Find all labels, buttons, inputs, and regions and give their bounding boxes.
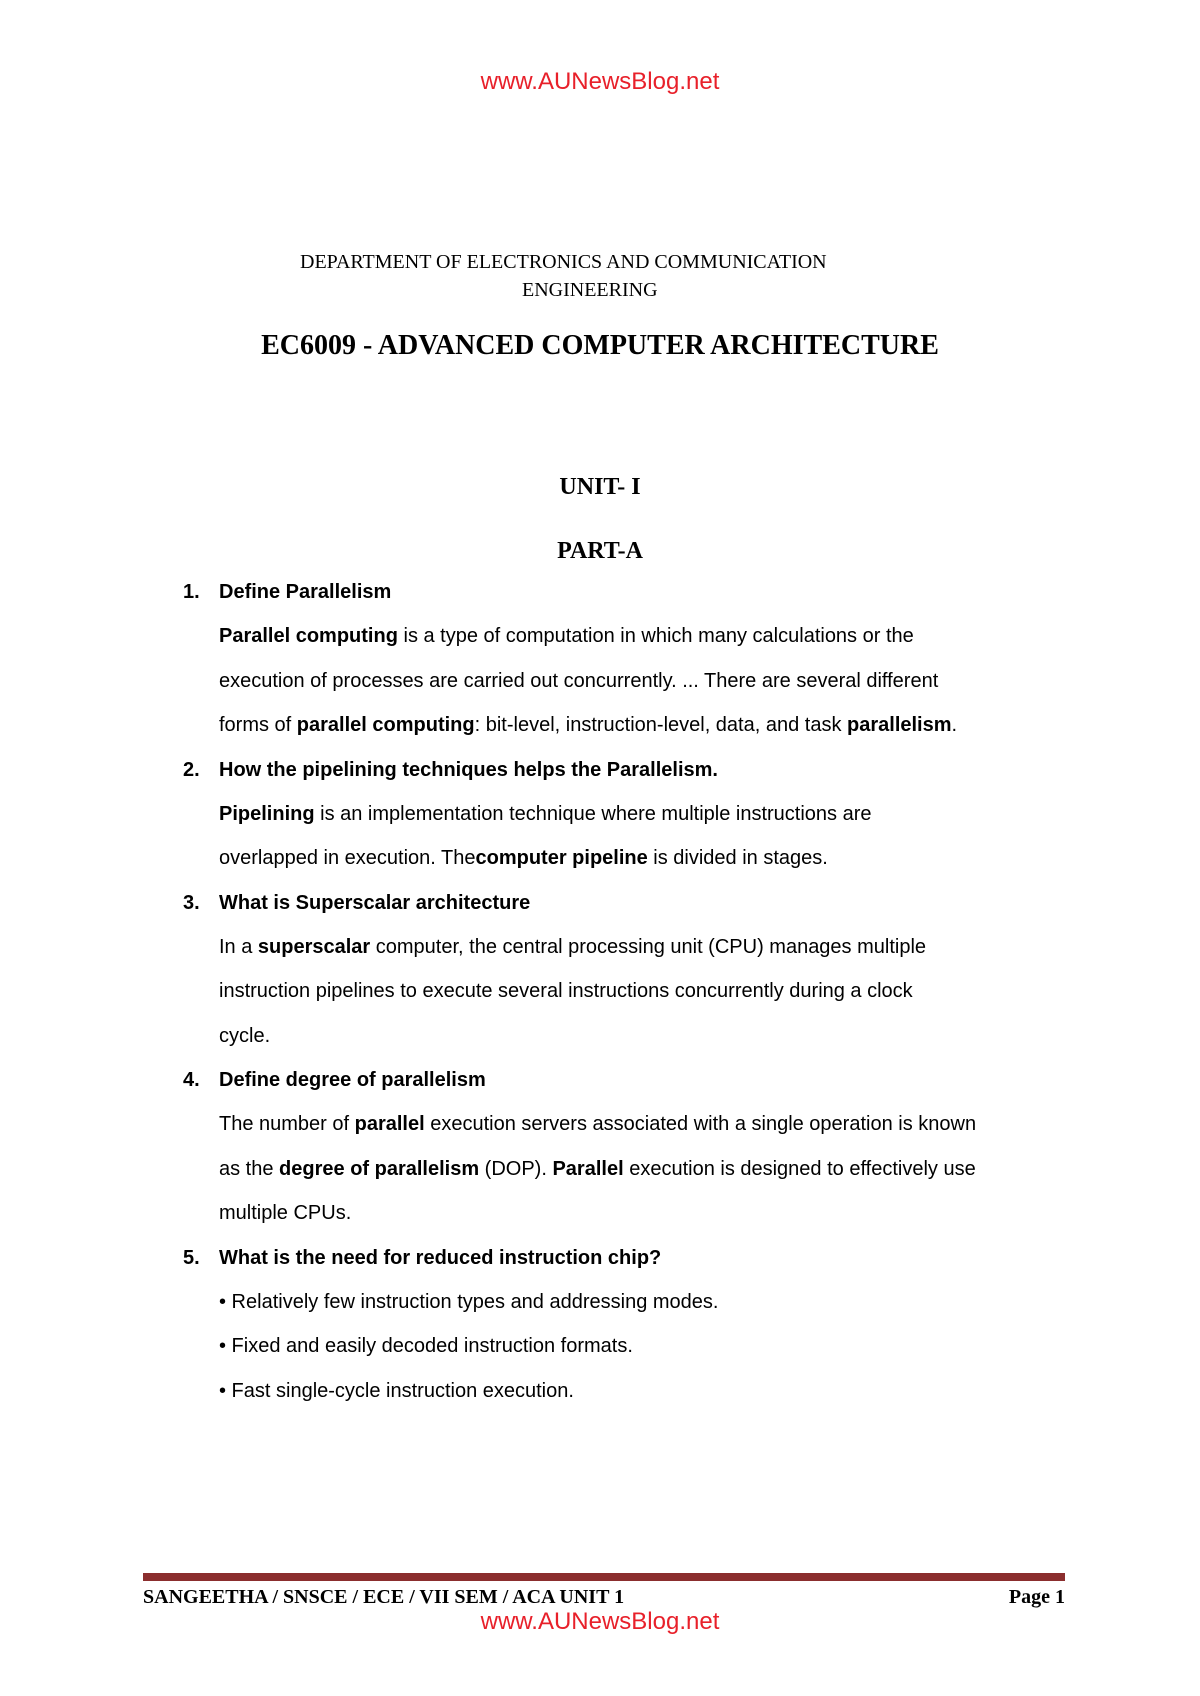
answer-segment: • Fast single-cycle instruction execution. bbox=[219, 1379, 574, 1402]
question-title: How the pipelining techniques helps the Parallelism. bbox=[219, 758, 718, 781]
answer-line bbox=[219, 659, 1063, 704]
answer-segment: cycle. bbox=[219, 1024, 271, 1047]
answer-segment: is a type of computation in which many calculations or the bbox=[397, 625, 914, 647]
question-number: 5. bbox=[183, 1246, 200, 1269]
answer-segment: : bit-level, instruction-level, data, and task bbox=[474, 714, 848, 736]
answer-segment: instruction pipelines to execute several instructions concurrently during a clock bbox=[219, 980, 913, 1002]
answer-line bbox=[219, 703, 1063, 748]
answer-text bbox=[183, 1102, 1063, 1236]
question-title: Define degree of parallelism bbox=[219, 1069, 486, 1091]
question-item bbox=[183, 748, 1063, 881]
answer-line bbox=[219, 925, 1063, 970]
department-heading bbox=[300, 248, 1000, 304]
answer-segment: is divided in stages. bbox=[647, 847, 828, 869]
page-number: Page 1 bbox=[1008, 1586, 1065, 1608]
question-list bbox=[183, 570, 1063, 1413]
department-line-1: DEPARTMENT OF ELECTRONICS AND COMMUNICATION bbox=[300, 251, 827, 273]
answer-segment: is an implementation technique where multiple instructions are bbox=[314, 802, 872, 825]
bold-term: Parallel computing bbox=[219, 625, 398, 647]
question-item bbox=[183, 1236, 1063, 1414]
question-heading bbox=[183, 1058, 1063, 1102]
question-item bbox=[183, 881, 1063, 1059]
question-heading bbox=[183, 748, 1063, 792]
answer-line bbox=[219, 969, 1063, 1014]
question-title: What is the need for reduced instruction chip? bbox=[219, 1246, 662, 1269]
answer-segment: computer, the central processing unit (CPU) manages multiple bbox=[370, 935, 927, 958]
answer-segment: The number of bbox=[219, 1113, 355, 1135]
watermark-top: www.AUNewsBlog.net bbox=[480, 68, 720, 95]
answer-segment: (DOP). bbox=[479, 1157, 553, 1180]
answer-segment: forms of bbox=[219, 714, 297, 736]
answer-line bbox=[219, 1280, 1063, 1325]
answer-line bbox=[219, 1324, 1063, 1369]
answer-segment: multiple CPUs. bbox=[219, 1202, 352, 1224]
bold-term: degree of parallelism bbox=[279, 1157, 480, 1180]
bold-term: computer pipeline bbox=[475, 847, 648, 869]
answer-segment: . bbox=[951, 714, 958, 736]
answer-line bbox=[219, 1147, 1063, 1192]
question-number: 3. bbox=[183, 891, 200, 914]
question-title: Define Parallelism bbox=[219, 581, 392, 603]
bold-term: parallelism bbox=[847, 714, 952, 736]
answer-line bbox=[219, 1369, 1063, 1414]
question-item bbox=[183, 570, 1063, 748]
answer-line bbox=[219, 1191, 1063, 1236]
page-footer bbox=[143, 1586, 1065, 1609]
answer-line bbox=[219, 614, 1063, 659]
question-item bbox=[183, 1058, 1063, 1236]
answer-line bbox=[219, 792, 1063, 837]
answer-segment: execution of processes are carried out concurrently. ... There are several different bbox=[219, 669, 939, 692]
answer-text bbox=[183, 792, 1063, 881]
answer-text bbox=[183, 1280, 1063, 1414]
answer-line bbox=[219, 1014, 1063, 1059]
department-line-2: ENGINEERING bbox=[522, 279, 658, 301]
course-title: EC6009 - ADVANCED COMPUTER ARCHITECTURE bbox=[261, 330, 939, 361]
answer-segment: • Relatively few instruction types and addressing modes. bbox=[219, 1290, 719, 1313]
unit-heading: UNIT- I bbox=[559, 474, 641, 500]
answer-segment: execution servers associated with a single operation is known bbox=[424, 1113, 977, 1135]
question-heading bbox=[183, 881, 1063, 925]
question-title: What is Superscalar architecture bbox=[219, 891, 531, 914]
watermark-bottom: www.AUNewsBlog.net bbox=[480, 1608, 720, 1635]
answer-text bbox=[183, 925, 1063, 1059]
question-number: 4. bbox=[183, 1069, 200, 1091]
question-heading bbox=[183, 570, 1063, 614]
bold-term: Pipelining bbox=[219, 802, 315, 825]
bold-term: parallel computing bbox=[296, 714, 475, 736]
answer-line bbox=[219, 836, 1063, 881]
answer-segment: execution is designed to effectively use bbox=[623, 1157, 976, 1180]
bold-term: Parallel bbox=[552, 1157, 624, 1180]
question-heading bbox=[183, 1236, 1063, 1280]
footer-course-info: SANGEETHA / SNSCE / ECE / VII SEM / ACA UNIT 1 bbox=[143, 1586, 625, 1608]
question-number: 1. bbox=[183, 581, 200, 603]
answer-segment: In a bbox=[219, 935, 258, 958]
footer-divider bbox=[143, 1573, 1065, 1581]
answer-segment: • Fixed and easily decoded instruction formats. bbox=[219, 1335, 633, 1357]
answer-text bbox=[183, 614, 1063, 748]
question-number: 2. bbox=[183, 758, 200, 781]
answer-line bbox=[219, 1102, 1063, 1147]
part-heading: PART-A bbox=[557, 538, 643, 564]
answer-segment: as the bbox=[219, 1157, 280, 1180]
answer-segment: overlapped in execution. The bbox=[219, 847, 476, 869]
bold-term: superscalar bbox=[257, 935, 371, 958]
bold-term: parallel bbox=[354, 1113, 425, 1135]
